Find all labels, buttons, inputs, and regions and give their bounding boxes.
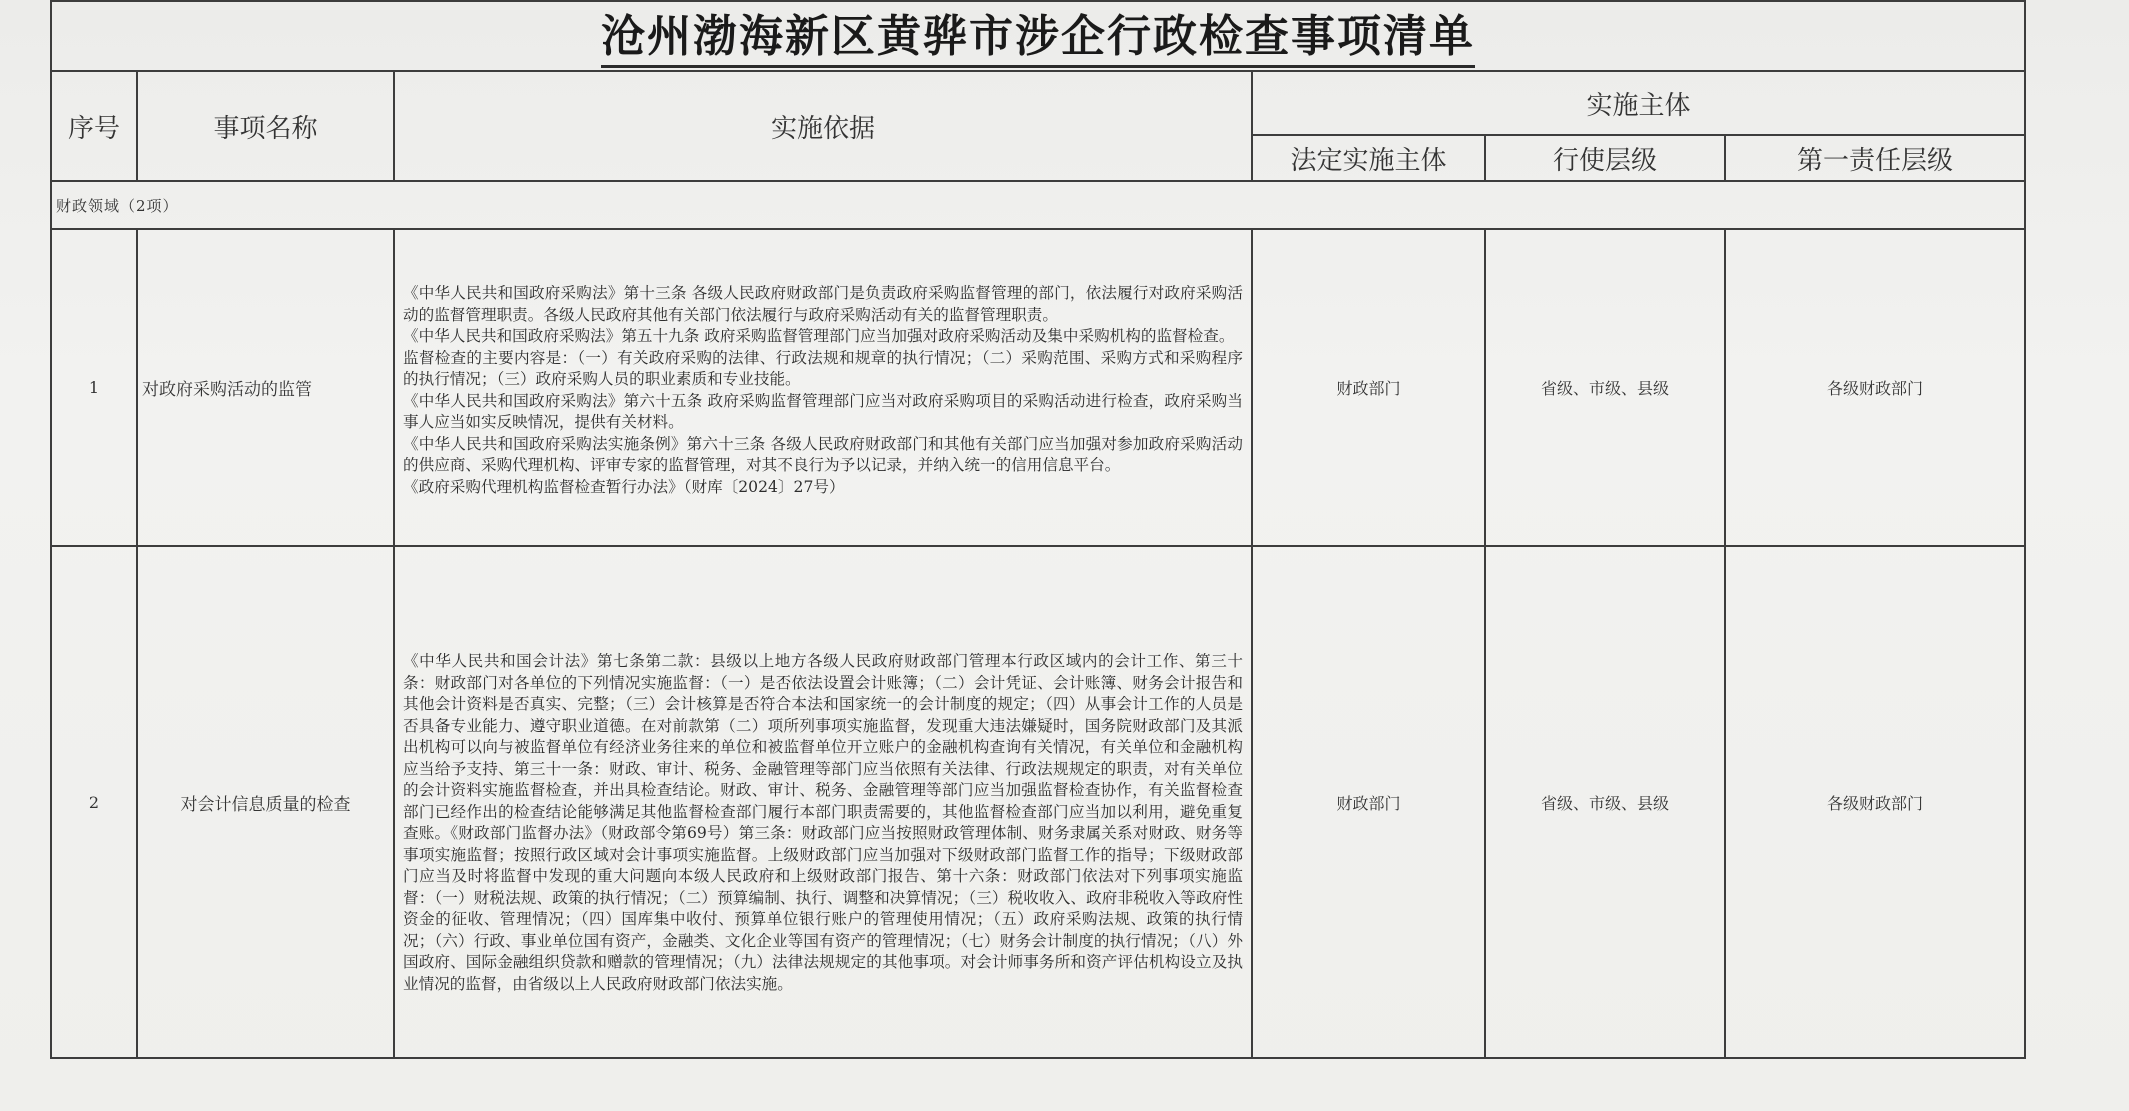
row-first-responsibility-level: 各级财政部门 xyxy=(1725,546,2025,1058)
row-legal-subject: 财政部门 xyxy=(1252,546,1485,1058)
header-row-1 xyxy=(51,71,2025,135)
header-exercise-level: 行使层级 xyxy=(1485,135,1725,181)
row-basis xyxy=(394,229,1252,546)
header-item-name: 事项名称 xyxy=(137,71,394,181)
header-legal-subject: 法定实施主体 xyxy=(1252,135,1485,181)
section-label: 财政领域（2项） xyxy=(51,181,2025,229)
section-row xyxy=(51,181,2025,229)
document-title: 沧州渤海新区黄骅市涉企行政检查事项清单 xyxy=(601,9,1475,68)
row-exercise-level: 省级、市级、县级 xyxy=(1485,546,1725,1058)
basis-paragraph: 《中华人民共和国会计法》第七条第二款：县级以上地方各级人民政府财政部门管理本行政区域内的会计工作、第三十条：财政部门对各单位的下列情况实施监督：（一）是否依法设置会计账簿；（二）会计凭证、会计账簿、财务会计报告和其他会计资料是否真实、完整；（三）会计核算是否符合本法和国家统一的会计制度的规定；（四）从事会计工作的人员是否具备专业能力、遵守职业道德。在对前款第（二）项所列事项实施监督，发现重大违法嫌疑时，国务院财政部门及其派出机构可以向与被监督单位有经济业务往来的单位和被监督单位开立账户的金融机构查询有关情况，有关单位和金融机构应当给予支持、第三十一条：财政、审计、税务、金融管理等部门应当依照有关法律、行政法规规定的职责，对有关单位的会计资料实施监督检查，并出具检查结论。财政、审计、税务、金融管理等部门应当加强监督检查协作，有关监督检查部门已经作出的检查结论能够满足其他监督检查部门履行本部门职责需要的，其他监督检查部门应当加以利用，避免重复查账。《财政部门监督办法》（财政部令第69号）第三条：财政部门应当按照财政管理体制、财务隶属关系对财政、财务等事项实施监督；按照行政区域对会计事项实施监督。上级财政部门应当加强对下级财政部门监督工作的指导；下级财政部门应当及时将监督中发现的重大问题向本级人民政府和上级财政部门报告、第十六条：财政部门依法对下列事项实施监督：（一）财税法规、政策的执行情况；（二）预算编制、执行、调整和决算情况；（三）税收收入、政府非税收入等政府性资金的征收、管理情况；（四）国库集中收付、预算单位银行账户的管理使用情况；（五）政府采购法规、政策的执行情况；（六）行政、事业单位国有资产，金融类、文化企业等国有资产的管理情况；（七）财务会计制度的执行情况；（八）外国政府、国际金融组织贷款和赠款的管理情况；（九）法律法规规定的其他事项。对会计师事务所和资产评估机构设立及执业情况的监督，由省级以上人民政府财政部门依法实施。 xyxy=(403,652,1243,993)
title-row xyxy=(51,1,2025,71)
row-seq: 1 xyxy=(51,229,137,546)
row-first-responsibility-level: 各级财政部门 xyxy=(1725,229,2025,546)
basis-paragraph: 《政府采购代理机构监督检查暂行办法》（财库〔2024〕27号） xyxy=(403,477,845,496)
header-subject-group: 实施主体 xyxy=(1252,71,2025,135)
basis-paragraph: 《中华人民共和国政府采购法》第五十九条 政府采购监督管理部门应当加强对政府采购活动及集中采购机构的监督检查。 xyxy=(403,327,1235,345)
header-basis: 实施依据 xyxy=(394,71,1252,181)
title-cell xyxy=(51,1,2025,71)
basis-paragraph: 《中华人民共和国政府采购法》第六十五条 政府采购监督管理部门应当对政府采购项目的采购活动进行检查，政府采购当事人应当如实反映情况，提供有关材料。 xyxy=(403,391,1243,431)
row-legal-subject: 财政部门 xyxy=(1252,229,1485,546)
row-item-name: 对会计信息质量的检查 xyxy=(137,546,394,1058)
row-basis xyxy=(394,546,1252,1058)
row-item-name: 对政府采购活动的监管 xyxy=(137,229,394,546)
row-seq: 2 xyxy=(51,546,137,1058)
inspection-items-table xyxy=(50,0,2026,1059)
table-row xyxy=(51,546,2025,1058)
basis-paragraph: 监督检查的主要内容是：（一）有关政府采购的法律、行政法规和规章的执行情况；（二）采购范围、采购方式和采购程序的执行情况；（三）政府采购人员的职业素质和专业技能。 xyxy=(403,348,1243,388)
basis-paragraph: 《中华人民共和国政府采购法实施条例》第六十三条 各级人民政府财政部门和其他有关部门应当加强对参加政府采购活动的供应商、采购代理机构、评审专家的监督管理，对其不良行为予以记录，并纳入统一的信用信息平台。 xyxy=(403,434,1243,474)
table-row xyxy=(51,229,2025,546)
header-seq: 序号 xyxy=(51,71,137,181)
header-first-responsibility-level: 第一责任层级 xyxy=(1725,135,2025,181)
row-exercise-level: 省级、市级、县级 xyxy=(1485,229,1725,546)
basis-paragraph: 《中华人民共和国政府采购法》第十三条 各级人民政府财政部门是负责政府采购监督管理的部门，依法履行对政府采购活动的监督管理职责。各级人民政府其他有关部门依法履行与政府采购活动有关的监督管理职责。 xyxy=(403,284,1243,324)
